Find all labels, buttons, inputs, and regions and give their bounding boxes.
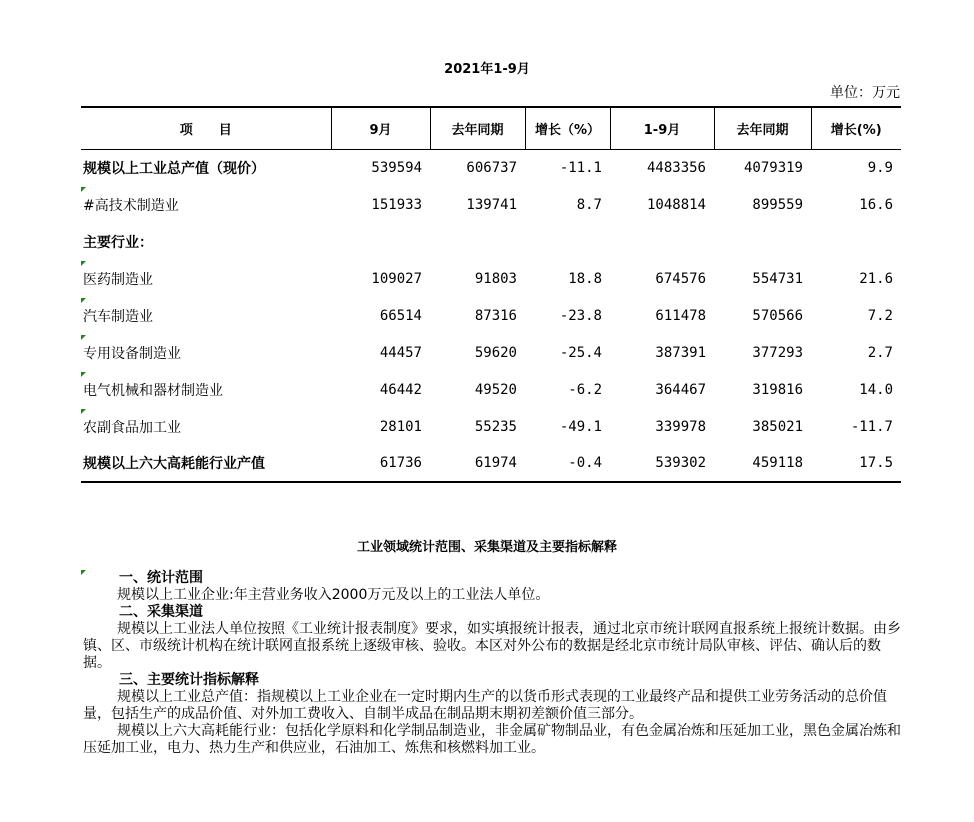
cell-value: 4079319: [743, 159, 803, 176]
section-heading-indicators: 三、主要统计指标解释: [119, 672, 259, 688]
cell-value: 387391: [655, 344, 706, 361]
header-ytd: 1-9月: [610, 107, 714, 149]
cell-value: 377293: [752, 344, 803, 361]
cell-value: 339978: [655, 418, 706, 435]
row-label: #高技术制造业: [83, 197, 179, 214]
cell-value: 364467: [655, 381, 706, 398]
comment-flag-icon: [81, 187, 86, 192]
section-paragraph: 规模以上工业总产值：指规模以上工业企业在一定时期内生产的以货币形式表现的工业最终产品和提供工业劳务活动的总价值量，包括生产的成品价值、对外加工费收入、自制半成品在制品期末期初差额价值三部分。: [83, 689, 887, 722]
unit-label: 单位：万元: [830, 85, 900, 101]
cell-value: 611478: [655, 307, 706, 324]
cell-value: 674576: [655, 270, 706, 287]
explanation-body: [83, 570, 905, 757]
header-month: 9月: [331, 107, 430, 149]
row-label: 规模以上工业总产值（现价）: [83, 160, 265, 177]
section-paragraph: 规模以上六大高耗能行业：包括化学原料和化学制品制造业，非金属矿物制品业，有色金属冶炼和压延加工业，黑色金属冶炼和压延加工业，电力、热力生产和供应业，石油加工、炼焦和核燃料加工业。: [83, 723, 901, 756]
report-period: 2021年1-9月: [444, 62, 530, 77]
cell-value: 385021: [752, 418, 803, 435]
row-label: 主要行业：: [83, 234, 153, 251]
cell-value: 554731: [752, 270, 803, 287]
industry-stats-table: [81, 106, 901, 483]
cell-value: 570566: [752, 307, 803, 324]
cell-value: 17.5: [859, 455, 893, 471]
cell-value: 539594: [371, 159, 422, 176]
cell-value: 8.7: [576, 196, 602, 213]
cell-value: 28101: [379, 418, 422, 435]
explanation-title: 工业领域统计范围、采集渠道及主要指标解释: [356, 540, 617, 555]
row-label: 汽车制造业: [83, 308, 153, 325]
comment-flag-icon: [81, 570, 86, 575]
cell-value: 9.9: [867, 159, 893, 176]
cell-value: 49520: [474, 381, 517, 398]
row-label: 农副食品加工业: [83, 419, 181, 436]
cell-value: 61974: [474, 455, 517, 471]
comment-flag-icon: [81, 261, 86, 266]
table-row: [81, 334, 901, 371]
cell-value: 44457: [379, 344, 422, 361]
cell-value: -23.8: [559, 307, 602, 324]
cell-value: 61736: [379, 455, 422, 471]
comment-flag-icon: [81, 409, 86, 414]
cell-value: 91803: [474, 270, 517, 287]
cell-value: -11.1: [559, 159, 602, 176]
row-label: 医药制造业: [83, 271, 153, 288]
cell-value: 606737: [466, 159, 517, 176]
cell-value: -49.1: [559, 418, 602, 435]
comment-flag-icon: [81, 335, 86, 340]
section-heading-channels: 二、采集渠道: [119, 604, 203, 620]
section-heading-scope: 一、统计范围: [119, 570, 203, 586]
cell-value: 109027: [371, 270, 422, 287]
cell-value: 539302: [655, 455, 706, 471]
table-row: [81, 186, 901, 223]
cell-value: -6.2: [568, 381, 602, 398]
table-row: [81, 297, 901, 334]
cell-value: 59620: [474, 344, 517, 361]
table-row: [81, 223, 901, 260]
cell-value: 2.7: [867, 344, 893, 361]
cell-value: 139741: [466, 196, 517, 213]
section-paragraph: 规模以上工业企业:年主营业务收入2000万元及以上的工业法人单位。: [117, 587, 550, 603]
row-label: 规模以上六大高耗能行业产值: [83, 456, 265, 472]
cell-value: 899559: [752, 196, 803, 213]
header-ytd-prev-year: 去年同期: [714, 107, 811, 149]
cell-value: 319816: [752, 381, 803, 398]
cell-value: 1048814: [646, 196, 706, 213]
header-item: 项 目: [179, 122, 232, 138]
table-row: [81, 408, 901, 445]
row-label: 专用设备制造业: [83, 345, 181, 362]
cell-value: -11.7: [850, 418, 893, 435]
cell-value: 46442: [379, 381, 422, 398]
cell-value: 66514: [379, 307, 422, 324]
cell-value: 7.2: [867, 307, 893, 324]
cell-value: 14.0: [859, 381, 893, 398]
section-paragraph: 规模以上工业法人单位按照《工业统计报表制度》要求，如实填报统计报表，通过北京市统计联网直报系统上报统计数据。由乡镇、区、市级统计机构在统计联网直报系统上逐级审核、验收。本区对外公布的数据是经北京市统计局队审核、评估、确认后的数据。: [83, 621, 901, 671]
cell-value: 55235: [474, 418, 517, 435]
table-row: [81, 260, 901, 297]
header-month-growth: 增长（%）: [525, 107, 610, 149]
comment-flag-icon: [81, 372, 86, 377]
cell-value: 18.8: [568, 270, 602, 287]
cell-value: 4483356: [646, 159, 706, 176]
table-row: [81, 371, 901, 408]
table-row: [81, 445, 901, 482]
table-header-row: [81, 107, 901, 149]
cell-value: 87316: [474, 307, 517, 324]
cell-value: 21.6: [859, 270, 893, 287]
cell-value: -0.4: [568, 455, 602, 471]
cell-value: 151933: [371, 196, 422, 213]
comment-flag-icon: [81, 298, 86, 303]
cell-value: -25.4: [559, 344, 602, 361]
row-label: 电气机械和器材制造业: [83, 382, 223, 399]
cell-value: 459118: [752, 455, 803, 471]
header-month-prev-year: 去年同期: [430, 107, 525, 149]
header-ytd-growth: 增长(%): [811, 107, 901, 149]
table-row: [81, 149, 901, 186]
cell-value: 16.6: [859, 196, 893, 213]
